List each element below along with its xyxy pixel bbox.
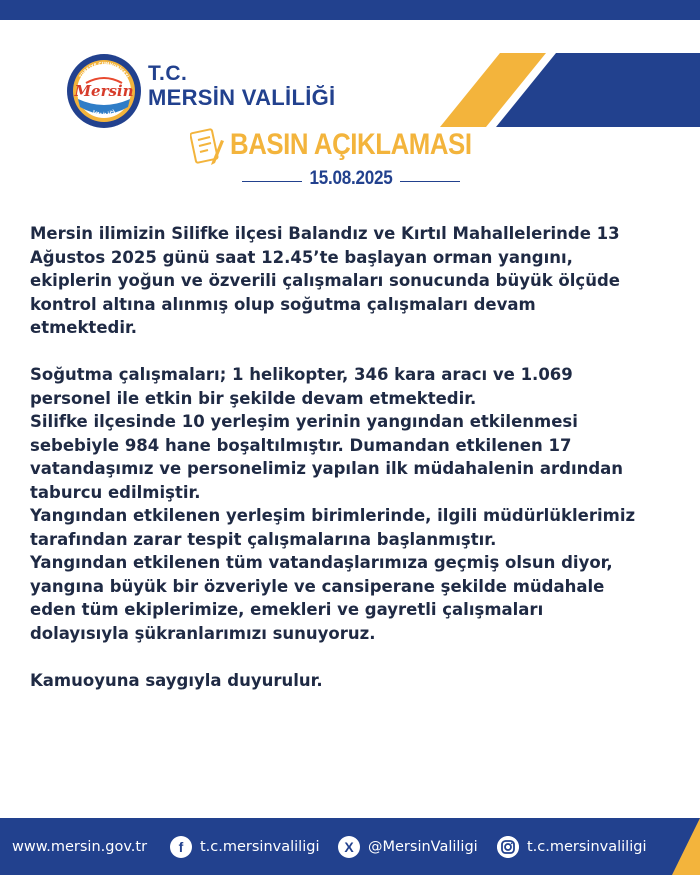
top-bar xyxy=(0,0,700,20)
body-line: eden tüm ekiplerimize, emekleri ve gayretli çalışmaları xyxy=(30,600,544,619)
press-title: BASIN AÇIKLAMASI xyxy=(230,128,472,161)
instagram-icon[interactable] xyxy=(497,836,519,858)
title-valilik: MERSİN VALİLİĞİ xyxy=(148,85,336,110)
footer-accent xyxy=(672,818,700,875)
closing-line: Kamuoyuna saygıyla duyurulur. xyxy=(30,670,323,690)
body-line: Silifke ilçesinde 10 yerleşim yerinin yangından etkilenmesi xyxy=(30,412,578,431)
facebook-icon[interactable]: f xyxy=(170,836,192,858)
body-line: Mersin ilimizin Silifke ilçesi Balandız ve Kırtıl Mahallelerinde 13 xyxy=(30,224,620,243)
date-divider-right xyxy=(400,181,460,182)
body-line: Ağustos 2025 günü saat 12.45’te başlayan orman yangını, xyxy=(30,247,573,267)
body-line: etmektedir. xyxy=(30,318,138,337)
logo-text: Mersin xyxy=(74,82,134,100)
twitter-link[interactable]: @MersinValiligi xyxy=(368,839,478,855)
x-twitter-icon[interactable]: X xyxy=(338,836,360,858)
logo-bottom-text: VALİLİĞİ xyxy=(90,109,118,120)
body-line: kontrol altına alınmış olup soğutma çalışmaları devam xyxy=(30,294,536,314)
date-divider-left xyxy=(242,181,302,182)
decorative-stripes xyxy=(440,53,700,127)
body-line: Yangından etkilenen yerleşim birimlerinde, ilgili müdürlüklerimiz xyxy=(30,506,636,525)
body-line: ekiplerin yoğun ve özverili çalışmaları sonucunda büyük ölçüde xyxy=(30,271,620,290)
logo-top-text: TÜRKİYE CUMHURİYETİ xyxy=(77,60,131,79)
header xyxy=(0,20,700,120)
body-line: sebebiyle 984 hane boşaltılmıştır. Dumandan etkilenen 17 xyxy=(30,435,572,455)
header-title xyxy=(148,62,335,110)
body-line: vatandaşımız ve personelimiz yapılan ilk müdahalenin ardından xyxy=(30,459,624,478)
body-line: personel ile etkin bir şekilde devam etmektedir. xyxy=(30,388,477,408)
body-line: dolayısıyla şükranlarımızı sunuyoruz. xyxy=(30,623,376,643)
body-line: Yangından etkilenen tüm vatandaşlarımıza geçmiş olsun diyor, xyxy=(30,553,613,572)
paragraph-gap xyxy=(30,340,680,364)
body-line: yangına büyük bir özveriyle ve cansiperane şekilde müdahale xyxy=(30,576,605,596)
facebook-link[interactable]: t.c.mersinvaliligi xyxy=(200,839,320,855)
press-date: 15.08.2025 xyxy=(309,168,393,189)
document-pen-icon xyxy=(190,126,224,166)
instagram-link[interactable]: t.c.mersinvaliligi xyxy=(527,839,647,855)
press-header xyxy=(0,120,700,200)
body-line: tarafından zarar tespit çalışmalarına başlanmıştır. xyxy=(30,529,497,549)
footer xyxy=(0,818,700,875)
statement-body xyxy=(30,222,680,692)
mersin-logo-icon xyxy=(66,53,142,129)
body-line: taburcu edilmiştir. xyxy=(30,482,201,502)
title-tc: T.C. xyxy=(148,62,188,85)
website-link[interactable]: www.mersin.gov.tr xyxy=(12,839,148,855)
paragraph-gap xyxy=(30,645,680,669)
body-line: Soğutma çalışmaları; 1 helikopter, 346 kara aracı ve 1.069 xyxy=(30,365,573,384)
